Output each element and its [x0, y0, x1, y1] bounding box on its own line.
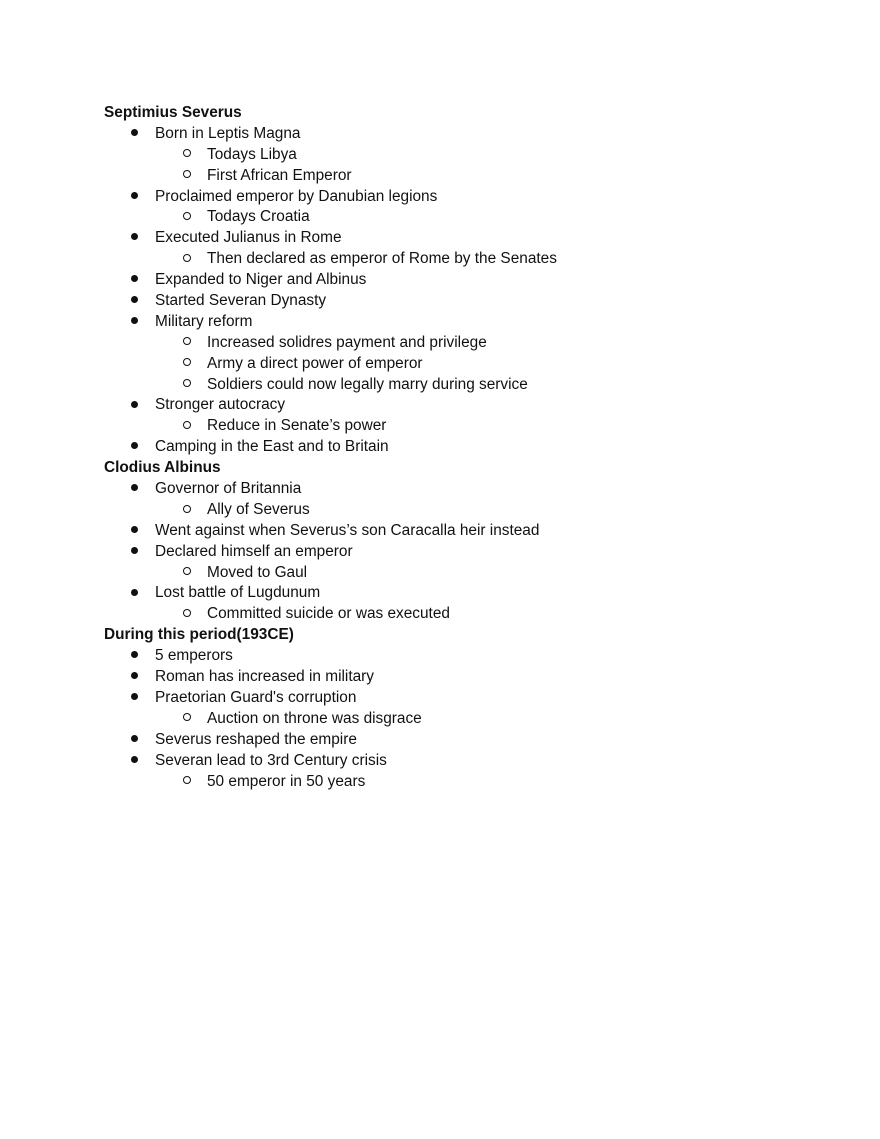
list-item	[104, 751, 804, 772]
list-item-text: Severus reshaped the empire	[155, 730, 357, 748]
sub-list-item-text: Army a direct power of emperor	[207, 354, 423, 372]
bullet-disc-icon	[128, 521, 140, 542]
sub-list-item-text: Then declared as emperor of Rome by the Senates	[207, 250, 557, 268]
list-item	[104, 667, 804, 688]
list-item	[104, 228, 804, 249]
bullet-disc-icon	[128, 187, 140, 208]
bullet-circle-icon	[181, 500, 193, 521]
list-item	[104, 542, 804, 563]
bullet-disc-icon	[128, 291, 140, 312]
list-item-text: 5 emperors	[155, 647, 233, 665]
bullet-disc-icon	[128, 479, 140, 500]
sub-list-item	[104, 354, 804, 375]
section-heading: During this period(193CE)	[104, 626, 294, 644]
bullet-circle-icon	[181, 145, 193, 166]
bullet-circle-icon	[181, 249, 193, 270]
bullet-disc-icon	[128, 751, 140, 772]
list-item-text: Started Severan Dynasty	[155, 292, 327, 310]
bullet-disc-icon	[128, 688, 140, 709]
list-item	[104, 187, 804, 208]
bullet-circle-icon	[181, 709, 193, 730]
bullet-circle-icon	[181, 166, 193, 187]
bullet-disc-icon	[128, 646, 140, 667]
list-item-text: Roman has increased in military	[155, 668, 374, 686]
list-item	[104, 124, 804, 145]
sub-list-item	[104, 375, 804, 396]
list-item-text: Military reform	[155, 312, 253, 330]
list-item	[104, 479, 804, 500]
list-item-text: Governor of Britannia	[155, 480, 302, 498]
sub-list-item	[104, 772, 804, 793]
bullet-circle-icon	[181, 416, 193, 437]
sub-list-item	[104, 166, 804, 187]
sub-list-item	[104, 249, 804, 270]
bullet-disc-icon	[128, 270, 140, 291]
bullet-disc-icon	[128, 667, 140, 688]
sub-list-item-text: First African Emperor	[207, 166, 352, 184]
bullet-disc-icon	[128, 312, 140, 333]
list-item-text: Expanded to Niger and Albinus	[155, 271, 367, 289]
sub-list-item-text: Soldiers could now legally marry during service	[207, 375, 528, 393]
list-item-text: Went against when Severus’s son Caracalla heir instead	[155, 521, 540, 539]
sub-list-item-text: Ally of Severus	[207, 500, 310, 518]
bullet-circle-icon	[181, 354, 193, 375]
list-item	[104, 312, 804, 333]
sub-list-item-text: Todays Libya	[207, 145, 297, 163]
list-item	[104, 521, 804, 542]
notes-content	[104, 103, 804, 792]
list-item-text: Declared himself an emperor	[155, 542, 353, 560]
section-heading: Clodius Albinus	[104, 459, 221, 477]
sub-list-item	[104, 709, 804, 730]
sub-list-item-text: 50 emperor in 50 years	[207, 772, 366, 790]
sub-list-item-text: Moved to Gaul	[207, 563, 308, 581]
list-item-text: Proclaimed emperor by Danubian legions	[155, 187, 438, 205]
sub-list-item	[104, 145, 804, 166]
sub-list-item-text: Reduce in Senate’s power	[207, 417, 387, 435]
bullet-disc-icon	[128, 228, 140, 249]
bullet-circle-icon	[181, 207, 193, 228]
bullet-disc-icon	[128, 583, 140, 604]
list-item	[104, 395, 804, 416]
sub-list-item	[104, 416, 804, 437]
bullet-circle-icon	[181, 563, 193, 584]
list-item-text: Lost battle of Lugdunum	[155, 584, 321, 602]
bullet-disc-icon	[128, 437, 140, 458]
sub-list-item	[104, 563, 804, 584]
list-item	[104, 437, 804, 458]
bullet-circle-icon	[181, 375, 193, 396]
list-item	[104, 730, 804, 751]
sub-list-item	[104, 604, 804, 625]
list-item	[104, 583, 804, 604]
sub-list-item	[104, 500, 804, 521]
sub-list-item-text: Auction on throne was disgrace	[207, 709, 422, 727]
list-item-text: Stronger autocracy	[155, 396, 286, 414]
list-item-text: Executed Julianus in Rome	[155, 229, 342, 247]
list-item-text: Praetorian Guard's corruption	[155, 688, 357, 706]
sub-list-item-text: Increased solidres payment and privilege	[207, 333, 487, 351]
bullet-disc-icon	[128, 730, 140, 751]
bullet-disc-icon	[128, 124, 140, 145]
sub-list-item	[104, 207, 804, 228]
list-item-text: Born in Leptis Magna	[155, 124, 301, 142]
bullet-circle-icon	[181, 333, 193, 354]
list-item-text: Severan lead to 3rd Century crisis	[155, 751, 387, 769]
list-item	[104, 291, 804, 312]
section-heading: Septimius Severus	[104, 104, 242, 121]
sub-list-item	[104, 333, 804, 354]
sub-list-item-text: Todays Croatia	[207, 208, 310, 226]
sub-list-item-text: Committed suicide or was executed	[207, 605, 450, 623]
bullet-disc-icon	[128, 395, 140, 416]
bullet-circle-icon	[181, 604, 193, 625]
list-item	[104, 646, 804, 667]
bullet-disc-icon	[128, 542, 140, 563]
list-item	[104, 270, 804, 291]
bullet-circle-icon	[181, 772, 193, 793]
list-item	[104, 688, 804, 709]
list-item-text: Camping in the East and to Britain	[155, 438, 389, 456]
